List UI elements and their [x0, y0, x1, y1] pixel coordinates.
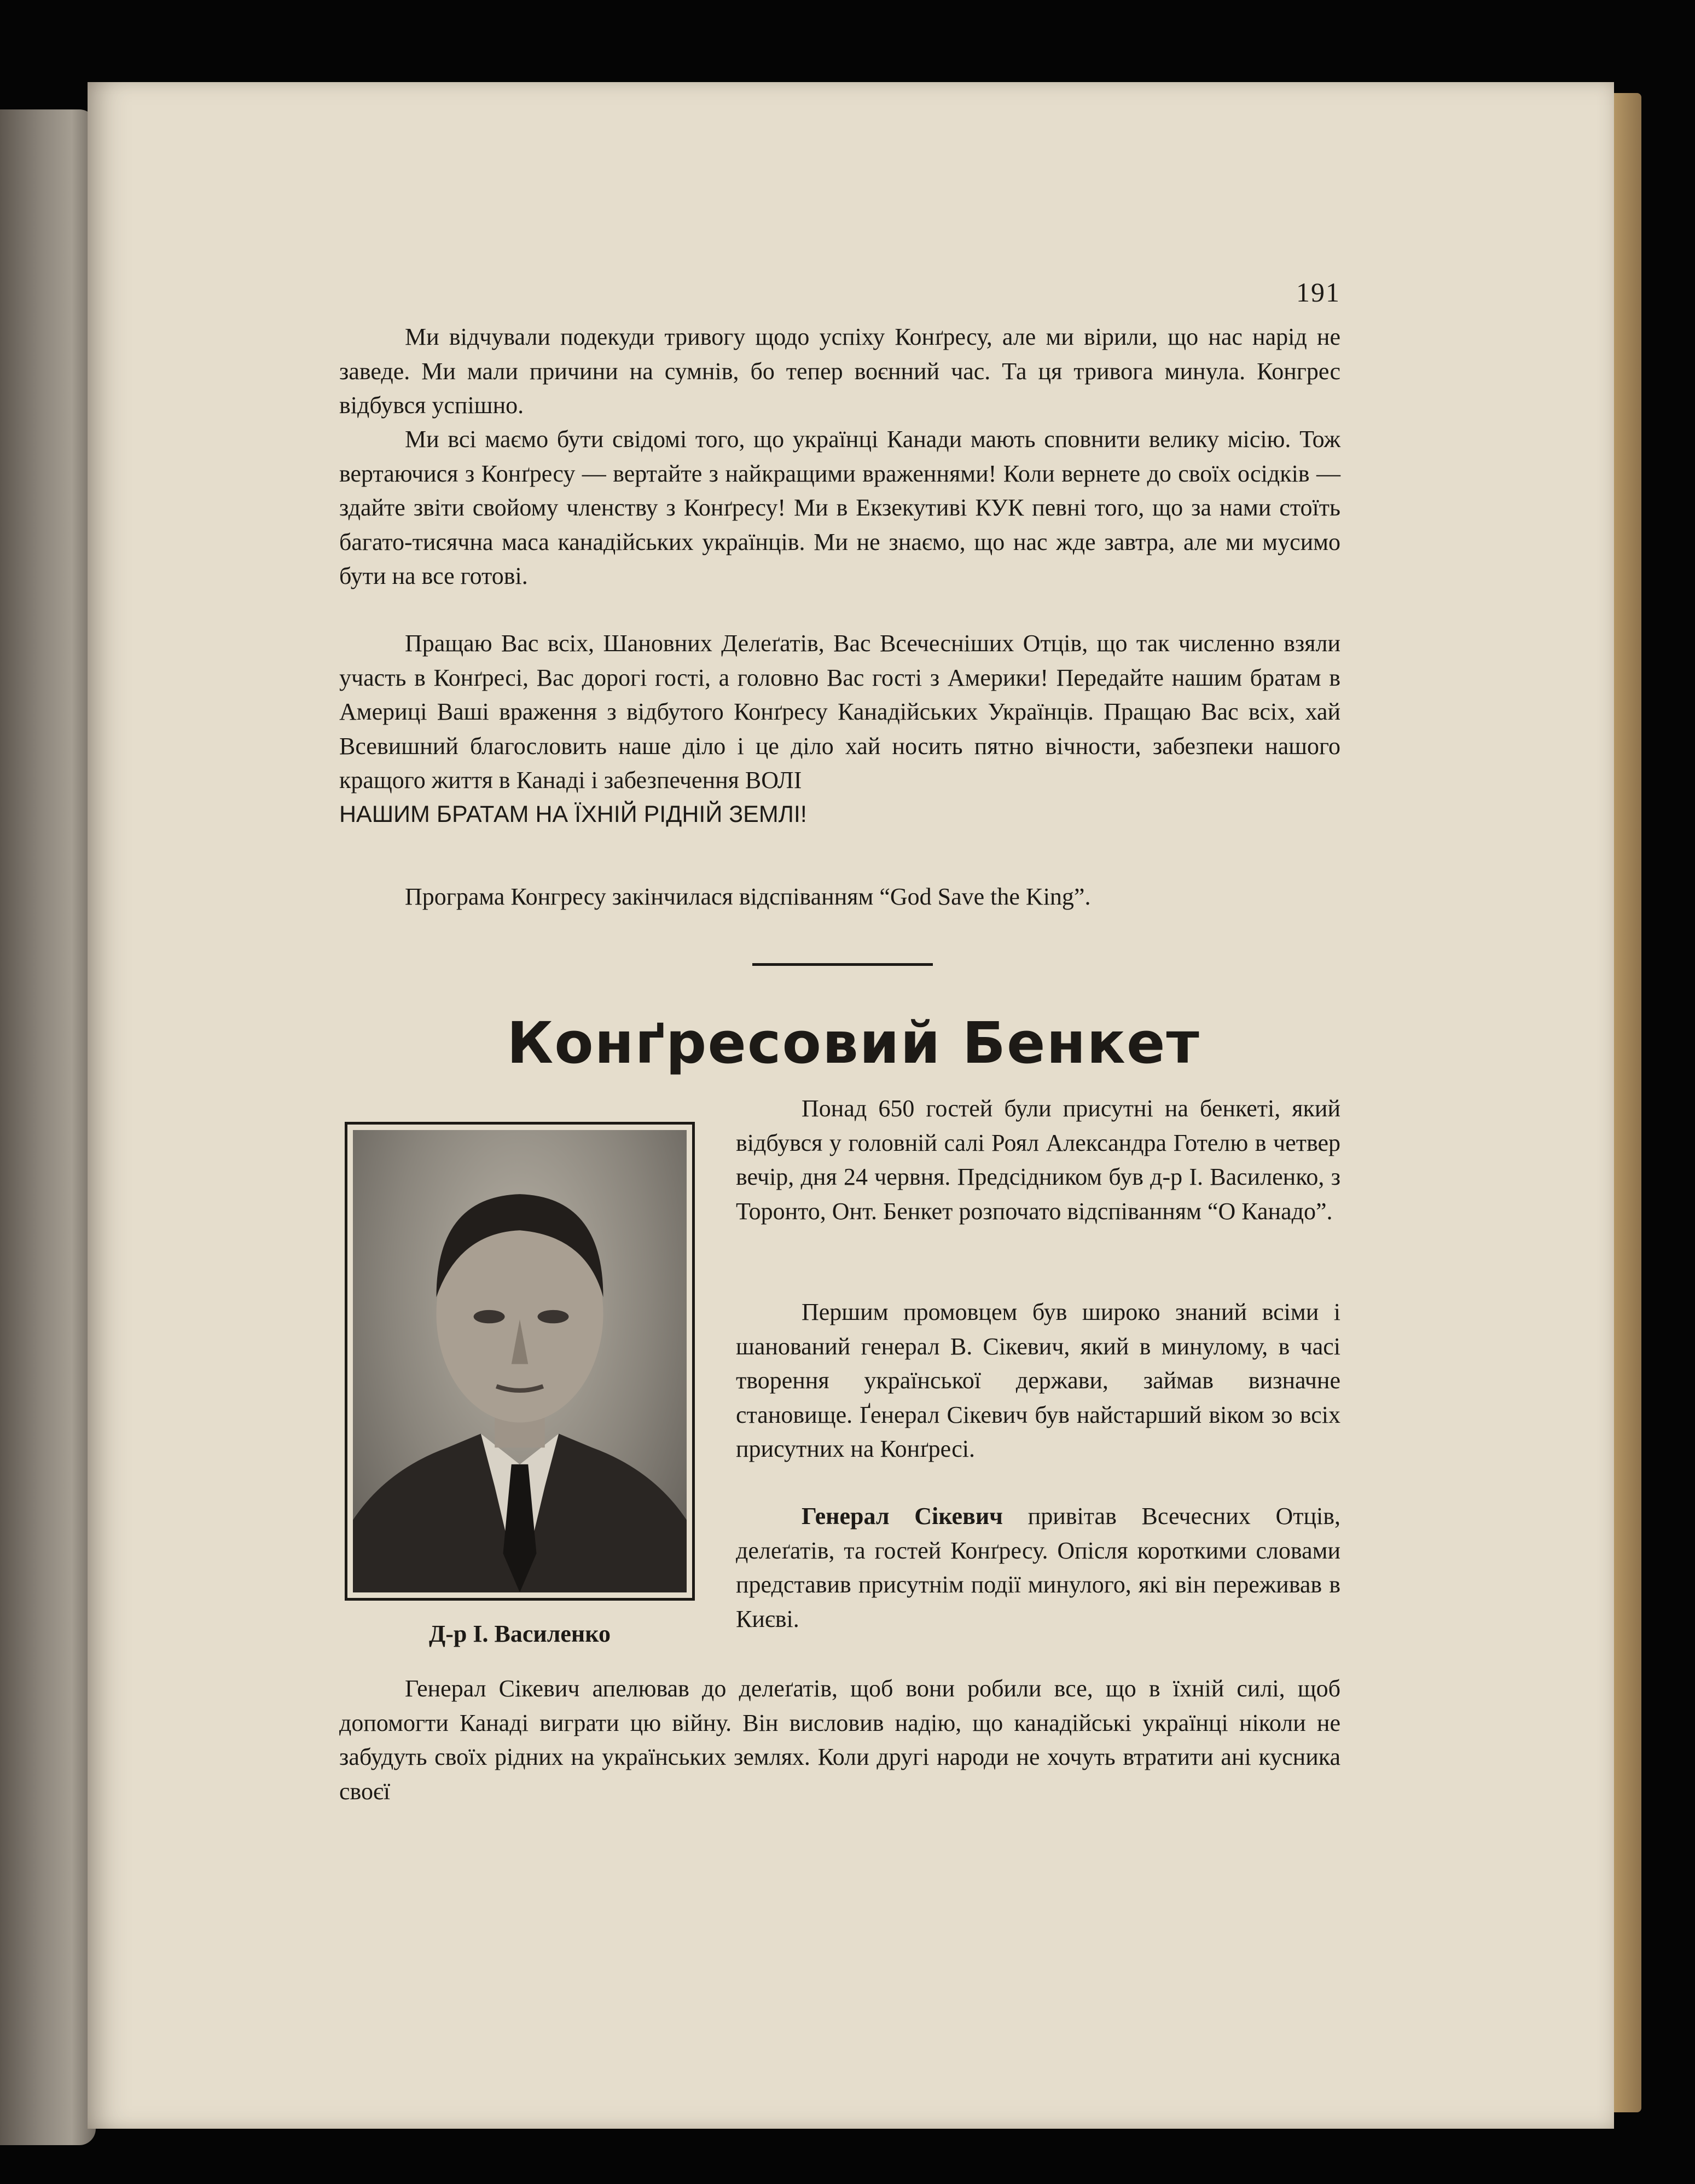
paragraph-farewell-caps: НАШИМ БРАТАМ НА ЇХНІЙ РІДНІЙ ЗЕМЛІ! [339, 801, 807, 827]
paragraph-sikevych-greeting [736, 1499, 1340, 1636]
photo-caption: Д-р І. Василенко [428, 1620, 611, 1647]
portrait-photo [345, 1122, 695, 1601]
paragraph-congress-worry: Ми відчували подекуди тривогу щодо успіху Конґресу, але ми вірили, що нас нарід не заведе. Ми мали причини на сумнів, бо тепер воєнний час. Та ця тривога минула. Конгрес відбувся успішно. [339, 323, 1340, 419]
sikevych-rest: привітав Всечесних Отців, делеґатів, та гостей Конґресу. Опісля короткими словами представив присутнім події минулого, які він переживав в Києві. [736, 1503, 1340, 1632]
portrait-image [353, 1130, 687, 1592]
paragraph-banquet: Понад 650 гостей були присутні на бенкеті, який відбувся у головній салі Роял Александра Готелю в четвер вечір, дня 24 червня. Предсідником був д-р І. Василенко, з Торонто, Онт. Бенкет розпочато відспіванням “О Канадо”. [736, 1095, 1340, 1225]
page-number: 191 [1296, 277, 1340, 308]
program-end-line: Програма Конгресу закінчилася відспіванням “God Save the King”. [405, 883, 1091, 910]
section-divider [752, 963, 933, 966]
section-title: Конґресовий Бенкет [507, 1010, 1200, 1076]
paragraph-mission: Ми всі маємо бути свідомі того, що українці Канади мають сповнити велику місію. Тож вертаючися з Конґресу — вертайте з найкращими враженнями! Коли вернете до своїх осідків — здайте звіти свойому членству з Конґресу! Ми в Екзекутиві КУК певні того, що за нами стоїть багато-тисячна маса канадійських українців. Ми не знаємо, що нас жде завтра, але ми мусимо бути на все готові. [339, 426, 1340, 589]
paragraph-first-speaker: Першим промовцем був широко знаний всіми і шанований генерал В. Сікевич, який в минулому, в часі творення української держави, займав визначне становище. Ґенерал Сікевич був найстарший віком зо всіх присутних на Конґресі. [736, 1299, 1340, 1462]
portrait-drawing [353, 1130, 687, 1592]
paragraph-sikevych-appeal: Генерал Сікевич апелював до делеґатів, щоб вони робили все, що в їхній силі, щоб допомогти Канаді виграти цю війну. Він висловив надію, що канадійські українці ніколи не забудуть своїх рідних на українських землях. Коли другі народи не хочуть втратити ані кусника своєї [339, 1675, 1340, 1805]
paragraph-farewell: Пращаю Вас всіх, Шановних Делеґатів, Вас Всечесніших Отців, що так численно взяли участь в Конґресі, Вас дорогі гості, а головно Вас гості з Америки! Передайте нашим братам в Америці Ваші враження з відбутого Конґресу Канадійських Українців. Пращаю Вас всіх, хай Всевишний благословить наше діло і це діло хай носить пятно вічности, забезпеки нашого кращого життя в Канаді і забезпечення ВОЛІ [339, 630, 1340, 793]
sikevych-lead: Генерал Сікевич [802, 1503, 1003, 1530]
facing-page-edge [0, 109, 96, 2145]
